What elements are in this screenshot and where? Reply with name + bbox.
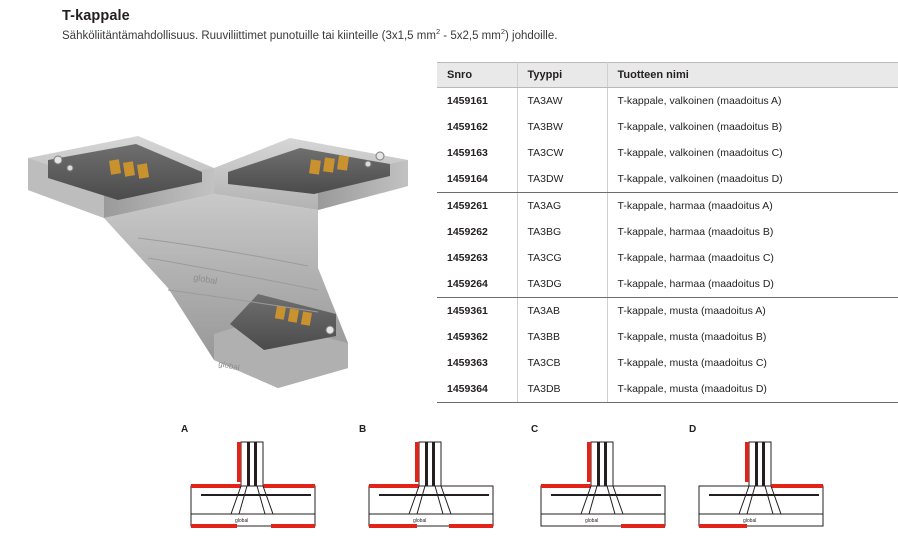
cell-snro: 1459362 [447, 331, 488, 343]
cell-snro: 1459263 [447, 252, 488, 264]
cell-tuotteen-nimi: T-kappale, valkoinen (maadoitus C) [607, 140, 898, 166]
table-row[interactable] [437, 245, 898, 271]
table-row[interactable] [437, 193, 898, 220]
table-row[interactable] [437, 140, 898, 166]
svg-text:global: global [585, 518, 599, 524]
variant-c-figure [525, 438, 695, 547]
cell-tuotteen-nimi: T-kappale, valkoinen (maadoitus B) [607, 114, 898, 140]
table-row[interactable] [437, 114, 898, 140]
cell-snro: 1459164 [437, 166, 517, 193]
cell-snro: 1459262 [447, 226, 488, 238]
cell-snro: 1459264 [437, 271, 517, 298]
cell-tyyppi: TA3DG [517, 271, 607, 298]
cell-tyyppi: TA3DB [517, 376, 607, 403]
variant-c [525, 424, 695, 544]
svg-text:global: global [192, 272, 219, 287]
table-header-row [437, 63, 898, 88]
cell-tyyppi: TA3BB [517, 324, 607, 350]
cell-snro: 1459363 [447, 357, 488, 369]
table-row[interactable] [437, 350, 898, 376]
subtitle-text-3: ) johdoille. [505, 29, 558, 42]
variant-b [353, 424, 523, 544]
parts-table [437, 62, 898, 403]
variant-label-d: D [689, 424, 697, 435]
cell-tuotteen-nimi: T-kappale, valkoinen (maadoitus D) [607, 166, 898, 193]
svg-text:global: global [217, 359, 241, 373]
subtitle-text-2: - 5x2,5 mm [440, 29, 501, 42]
cell-tyyppi: TA3DW [517, 166, 607, 193]
svg-text:global: global [235, 518, 249, 524]
svg-text:global: global [743, 518, 757, 524]
cell-tuotteen-nimi: T-kappale, musta (maadoitus B) [607, 324, 898, 350]
variant-a-figure [175, 438, 345, 547]
product-down-arm [104, 194, 348, 388]
product-photo [18, 98, 418, 398]
cell-snro: 1459163 [447, 147, 488, 159]
table-row[interactable] [437, 376, 898, 403]
variant-d [683, 424, 853, 544]
cell-tyyppi: TA3BW [517, 114, 607, 140]
subtitle-text-1: Sähköliitäntämahdollisuus. Ruuviliittimet punotuille tai kiinteille (3x1,5 mm [62, 29, 436, 42]
subtitle-superscript-1: 2 [435, 27, 441, 36]
cell-snro: 1459162 [447, 121, 488, 133]
table-body [437, 88, 898, 403]
page-subtitle [62, 27, 762, 43]
column-header-tyyppi: Tyyppi [517, 63, 607, 88]
cell-tuotteen-nimi: T-kappale, harmaa (maadoitus C) [607, 245, 898, 271]
cell-tyyppi: TA3BG [517, 219, 607, 245]
cell-snro: 1459161 [447, 95, 488, 107]
cell-tuotteen-nimi: T-kappale, musta (maadoitus A) [607, 298, 898, 325]
cell-tuotteen-nimi: T-kappale, harmaa (maadoitus A) [607, 193, 898, 220]
header [62, 8, 762, 43]
variant-label-c: C [531, 424, 539, 435]
variant-diagrams [175, 424, 890, 544]
subtitle-superscript-2: 2 [500, 27, 505, 36]
cell-snro: 1459361 [447, 305, 488, 317]
variant-label-a: A [181, 424, 189, 435]
table-row[interactable] [437, 219, 898, 245]
cell-tyyppi: TA3AB [517, 298, 607, 325]
cell-tuotteen-nimi: T-kappale, harmaa (maadoitus D) [607, 271, 898, 298]
variant-d-figure [683, 438, 853, 547]
parts-table-container [437, 62, 898, 403]
variant-a [175, 424, 345, 544]
table-row[interactable] [437, 88, 898, 115]
cell-tuotteen-nimi: T-kappale, valkoinen (maadoitus A) [607, 88, 898, 115]
cell-tuotteen-nimi: T-kappale, harmaa (maadoitus B) [607, 219, 898, 245]
page-title: T-kappale [62, 8, 130, 24]
cell-tuotteen-nimi: T-kappale, musta (maadoitus D) [607, 376, 898, 403]
cell-tuotteen-nimi: T-kappale, musta (maadoitus C) [607, 350, 898, 376]
cell-snro: 1459364 [437, 376, 517, 403]
table-row[interactable] [437, 166, 898, 193]
cell-tyyppi: TA3CW [517, 140, 607, 166]
cell-tyyppi: TA3CG [517, 245, 607, 271]
column-header-snro: Snro [437, 63, 517, 88]
column-header-tuotteen-nimi: Tuotteen nimi [607, 63, 898, 88]
cell-tyyppi: TA3AW [517, 88, 607, 115]
cell-tyyppi: TA3CB [517, 350, 607, 376]
table-row[interactable] [437, 271, 898, 298]
cell-snro: 1459261 [447, 200, 488, 212]
cell-tyyppi: TA3AG [517, 193, 607, 220]
variant-b-figure [353, 438, 523, 547]
table-row[interactable] [437, 298, 898, 325]
table-row[interactable] [437, 324, 898, 350]
svg-text:global: global [413, 518, 427, 524]
variant-label-b: B [359, 424, 367, 435]
